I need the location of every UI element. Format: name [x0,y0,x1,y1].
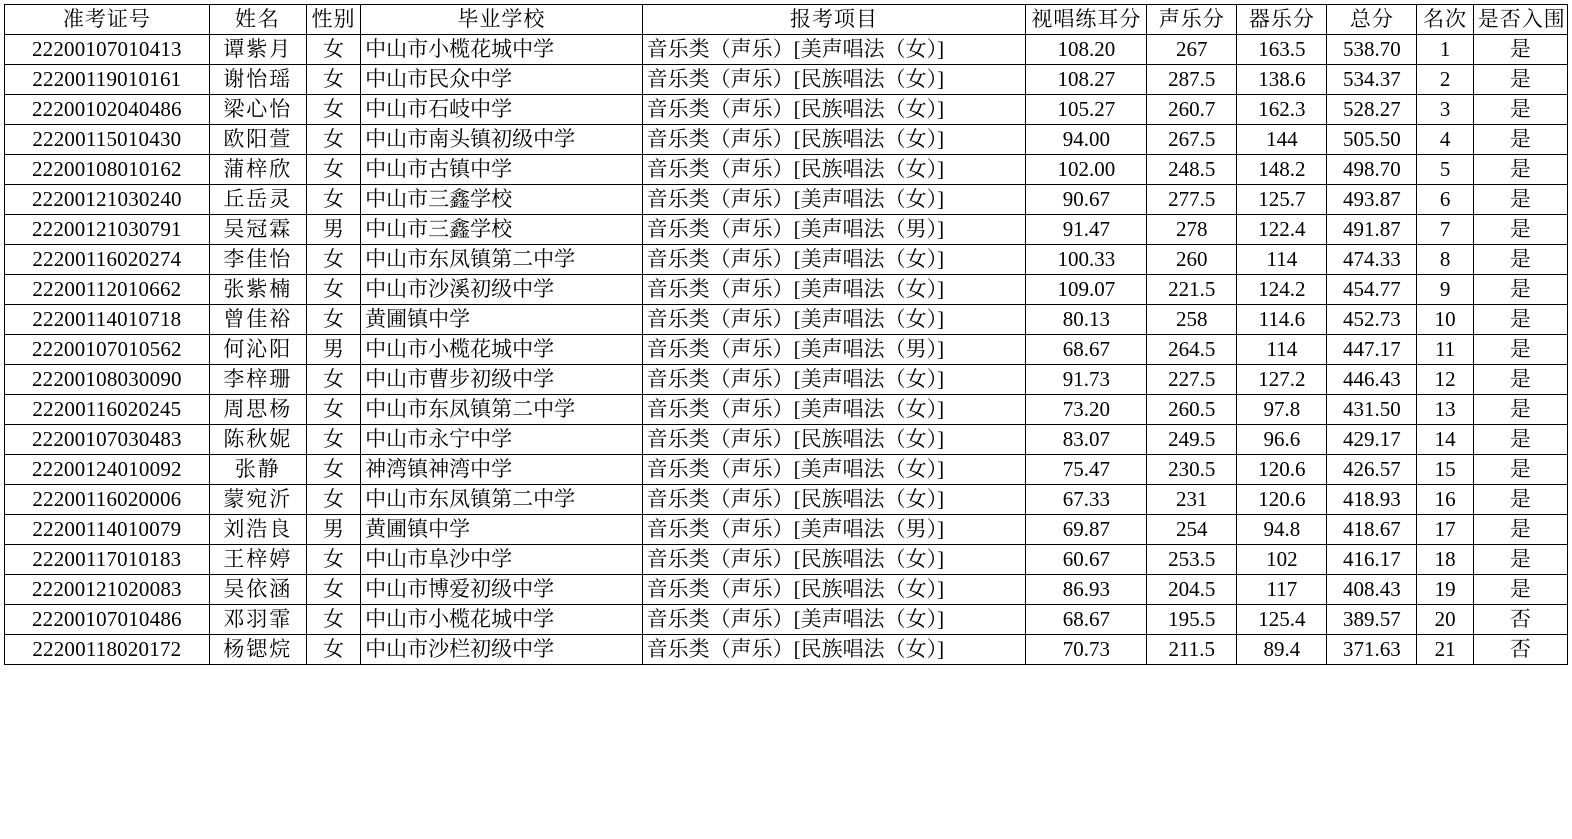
cell-project: 音乐类（声乐）[民族唱法（女）] [642,635,1026,665]
column-header-instrument: 器乐分 [1237,5,1327,35]
cell-school: 中山市永宁中学 [361,425,642,455]
cell-rank: 16 [1417,485,1473,515]
cell-admitted: 否 [1473,605,1567,635]
cell-admitted: 是 [1473,185,1567,215]
table-row [5,545,1568,575]
cell-total: 454.77 [1327,275,1417,305]
cell-ear-training: 73.20 [1026,395,1147,425]
cell-id: 22200107030483 [5,425,210,455]
cell-ear-training: 75.47 [1026,455,1147,485]
cell-admitted: 是 [1473,515,1567,545]
cell-total: 426.57 [1327,455,1417,485]
cell-instrument: 163.5 [1237,35,1327,65]
cell-admitted: 是 [1473,305,1567,335]
table-row [5,305,1568,335]
cell-name: 张静 [209,455,306,485]
cell-rank: 2 [1417,65,1473,95]
cell-instrument: 89.4 [1237,635,1327,665]
cell-instrument: 127.2 [1237,365,1327,395]
column-header-name: 姓名 [209,5,306,35]
cell-id: 22200107010413 [5,35,210,65]
cell-ear-training: 102.00 [1026,155,1147,185]
table-row [5,125,1568,155]
cell-school: 中山市小榄花城中学 [361,335,642,365]
cell-admitted: 是 [1473,335,1567,365]
cell-name: 曾佳裕 [209,305,306,335]
cell-ear-training: 68.67 [1026,335,1147,365]
cell-school: 中山市三鑫学校 [361,185,642,215]
cell-school: 中山市古镇中学 [361,155,642,185]
cell-name: 蒲梓欣 [209,155,306,185]
cell-ear-training: 86.93 [1026,575,1147,605]
cell-admitted: 是 [1473,95,1567,125]
cell-total: 474.33 [1327,245,1417,275]
cell-vocal: 260 [1147,245,1237,275]
cell-id: 22200121030240 [5,185,210,215]
cell-instrument: 102 [1237,545,1327,575]
cell-instrument: 125.4 [1237,605,1327,635]
cell-vocal: 195.5 [1147,605,1237,635]
cell-sex: 女 [306,155,360,185]
cell-admitted: 是 [1473,575,1567,605]
cell-id: 22200107010562 [5,335,210,365]
cell-id: 22200115010430 [5,125,210,155]
cell-vocal: 204.5 [1147,575,1237,605]
table-row [5,215,1568,245]
cell-sex: 女 [306,65,360,95]
cell-sex: 女 [306,635,360,665]
cell-sex: 女 [306,365,360,395]
column-header-vocal: 声乐分 [1147,5,1237,35]
cell-total: 538.70 [1327,35,1417,65]
cell-ear-training: 90.67 [1026,185,1147,215]
table-row [5,275,1568,305]
cell-total: 491.87 [1327,215,1417,245]
cell-admitted: 是 [1473,155,1567,185]
table-row [5,515,1568,545]
cell-school: 中山市沙栏初级中学 [361,635,642,665]
cell-rank: 12 [1417,365,1473,395]
table-row [5,485,1568,515]
cell-name: 刘浩良 [209,515,306,545]
cell-id: 22200114010718 [5,305,210,335]
cell-instrument: 124.2 [1237,275,1327,305]
cell-instrument: 114.6 [1237,305,1327,335]
cell-instrument: 148.2 [1237,155,1327,185]
cell-total: 447.17 [1327,335,1417,365]
cell-sex: 女 [306,95,360,125]
cell-sex: 女 [306,425,360,455]
cell-vocal: 260.5 [1147,395,1237,425]
cell-instrument: 125.7 [1237,185,1327,215]
cell-vocal: 227.5 [1147,365,1237,395]
cell-instrument: 162.3 [1237,95,1327,125]
cell-rank: 10 [1417,305,1473,335]
column-header-project: 报考项目 [642,5,1026,35]
cell-vocal: 248.5 [1147,155,1237,185]
cell-total: 498.70 [1327,155,1417,185]
cell-ear-training: 108.20 [1026,35,1147,65]
table-row [5,245,1568,275]
cell-total: 408.43 [1327,575,1417,605]
column-header-admitted: 是否入围 [1473,5,1567,35]
table-row [5,605,1568,635]
cell-sex: 女 [306,395,360,425]
cell-school: 中山市东凤镇第二中学 [361,245,642,275]
column-header-ear-training: 视唱练耳分 [1026,5,1147,35]
cell-school: 中山市石岐中学 [361,95,642,125]
cell-total: 431.50 [1327,395,1417,425]
cell-id: 22200114010079 [5,515,210,545]
cell-sex: 女 [306,575,360,605]
table-row [5,95,1568,125]
cell-vocal: 264.5 [1147,335,1237,365]
cell-ear-training: 70.73 [1026,635,1147,665]
cell-admitted: 否 [1473,635,1567,665]
cell-name: 张紫楠 [209,275,306,305]
cell-vocal: 267.5 [1147,125,1237,155]
cell-rank: 15 [1417,455,1473,485]
cell-vocal: 258 [1147,305,1237,335]
cell-admitted: 是 [1473,215,1567,245]
cell-instrument: 120.6 [1237,485,1327,515]
cell-project: 音乐类（声乐）[民族唱法（女）] [642,65,1026,95]
cell-total: 429.17 [1327,425,1417,455]
cell-total: 418.93 [1327,485,1417,515]
cell-admitted: 是 [1473,425,1567,455]
cell-sex: 女 [306,275,360,305]
cell-total: 446.43 [1327,365,1417,395]
cell-rank: 4 [1417,125,1473,155]
cell-school: 黄圃镇中学 [361,305,642,335]
table-row [5,155,1568,185]
table-row [5,575,1568,605]
cell-name: 丘岳灵 [209,185,306,215]
cell-school: 中山市民众中学 [361,65,642,95]
cell-ear-training: 108.27 [1026,65,1147,95]
cell-vocal: 278 [1147,215,1237,245]
cell-project: 音乐类（声乐）[美声唱法（男）] [642,515,1026,545]
cell-id: 22200108010162 [5,155,210,185]
cell-ear-training: 83.07 [1026,425,1147,455]
cell-vocal: 254 [1147,515,1237,545]
cell-vocal: 267 [1147,35,1237,65]
cell-sex: 女 [306,545,360,575]
cell-sex: 女 [306,305,360,335]
table-row [5,335,1568,365]
cell-ear-training: 94.00 [1026,125,1147,155]
cell-instrument: 114 [1237,335,1327,365]
cell-admitted: 是 [1473,365,1567,395]
table-row [5,65,1568,95]
cell-project: 音乐类（声乐）[美声唱法（女）] [642,275,1026,305]
cell-name: 谢怡瑶 [209,65,306,95]
cell-sex: 女 [306,245,360,275]
cell-total: 528.27 [1327,95,1417,125]
cell-project: 音乐类（声乐）[民族唱法（女）] [642,545,1026,575]
cell-school: 中山市博爱初级中学 [361,575,642,605]
cell-vocal: 253.5 [1147,545,1237,575]
cell-school: 中山市东凤镇第二中学 [361,485,642,515]
cell-sex: 女 [306,185,360,215]
cell-admitted: 是 [1473,245,1567,275]
cell-instrument: 122.4 [1237,215,1327,245]
cell-project: 音乐类（声乐）[民族唱法（女）] [642,155,1026,185]
cell-admitted: 是 [1473,485,1567,515]
cell-name: 邓羽霏 [209,605,306,635]
cell-school: 中山市南头镇初级中学 [361,125,642,155]
cell-name: 李佳怡 [209,245,306,275]
cell-name: 周思杨 [209,395,306,425]
cell-admitted: 是 [1473,275,1567,305]
cell-school: 中山市阜沙中学 [361,545,642,575]
table-row [5,425,1568,455]
cell-project: 音乐类（声乐）[民族唱法（女）] [642,425,1026,455]
cell-vocal: 287.5 [1147,65,1237,95]
cell-project: 音乐类（声乐）[美声唱法（男）] [642,215,1026,245]
cell-name: 陈秋妮 [209,425,306,455]
header-row [5,5,1568,35]
cell-school: 黄圃镇中学 [361,515,642,545]
cell-id: 22200107010486 [5,605,210,635]
cell-name: 谭紫月 [209,35,306,65]
table-row [5,35,1568,65]
cell-id: 22200116020274 [5,245,210,275]
cell-project: 音乐类（声乐）[美声唱法（女）] [642,35,1026,65]
cell-ear-training: 80.13 [1026,305,1147,335]
cell-total: 534.37 [1327,65,1417,95]
cell-school: 中山市三鑫学校 [361,215,642,245]
cell-sex: 女 [306,485,360,515]
cell-id: 22200121020083 [5,575,210,605]
cell-project: 音乐类（声乐）[美声唱法（女）] [642,395,1026,425]
cell-school: 中山市小榄花城中学 [361,605,642,635]
cell-rank: 5 [1417,155,1473,185]
column-header-sex: 性别 [306,5,360,35]
table-row [5,365,1568,395]
cell-total: 418.67 [1327,515,1417,545]
cell-total: 505.50 [1327,125,1417,155]
cell-name: 梁心怡 [209,95,306,125]
cell-ear-training: 100.33 [1026,245,1147,275]
table-row [5,635,1568,665]
cell-school: 中山市沙溪初级中学 [361,275,642,305]
cell-project: 音乐类（声乐）[美声唱法（女）] [642,455,1026,485]
cell-rank: 19 [1417,575,1473,605]
cell-instrument: 94.8 [1237,515,1327,545]
cell-vocal: 260.7 [1147,95,1237,125]
table-row [5,455,1568,485]
cell-admitted: 是 [1473,455,1567,485]
cell-name: 杨锶烷 [209,635,306,665]
cell-vocal: 231 [1147,485,1237,515]
cell-ear-training: 91.73 [1026,365,1147,395]
cell-ear-training: 69.87 [1026,515,1147,545]
cell-name: 欧阳萱 [209,125,306,155]
cell-vocal: 277.5 [1147,185,1237,215]
cell-sex: 女 [306,605,360,635]
cell-id: 22200119010161 [5,65,210,95]
table-body [5,35,1568,665]
cell-instrument: 117 [1237,575,1327,605]
column-header-total: 总分 [1327,5,1417,35]
cell-sex: 男 [306,215,360,245]
cell-project: 音乐类（声乐）[美声唱法（女）] [642,185,1026,215]
cell-instrument: 114 [1237,245,1327,275]
cell-admitted: 是 [1473,65,1567,95]
cell-instrument: 138.6 [1237,65,1327,95]
column-header-id: 准考证号 [5,5,210,35]
cell-rank: 1 [1417,35,1473,65]
cell-name: 吴冠霖 [209,215,306,245]
cell-school: 神湾镇神湾中学 [361,455,642,485]
cell-project: 音乐类（声乐）[美声唱法（女）] [642,305,1026,335]
cell-rank: 17 [1417,515,1473,545]
cell-project: 音乐类（声乐）[美声唱法（男）] [642,335,1026,365]
cell-project: 音乐类（声乐）[美声唱法（女）] [642,245,1026,275]
cell-sex: 男 [306,515,360,545]
cell-vocal: 211.5 [1147,635,1237,665]
cell-total: 371.63 [1327,635,1417,665]
cell-sex: 女 [306,35,360,65]
cell-rank: 11 [1417,335,1473,365]
cell-sex: 女 [306,125,360,155]
cell-rank: 14 [1417,425,1473,455]
cell-project: 音乐类（声乐）[民族唱法（女）] [642,125,1026,155]
cell-project: 音乐类（声乐）[美声唱法（女）] [642,605,1026,635]
cell-rank: 13 [1417,395,1473,425]
cell-total: 416.17 [1327,545,1417,575]
admission-score-table [4,4,1568,665]
cell-name: 吴依涵 [209,575,306,605]
cell-total: 452.73 [1327,305,1417,335]
cell-instrument: 144 [1237,125,1327,155]
cell-vocal: 249.5 [1147,425,1237,455]
cell-name: 王梓婷 [209,545,306,575]
cell-name: 何沁阳 [209,335,306,365]
cell-project: 音乐类（声乐）[民族唱法（女）] [642,485,1026,515]
cell-rank: 9 [1417,275,1473,305]
cell-school: 中山市东凤镇第二中学 [361,395,642,425]
column-header-rank: 名次 [1417,5,1473,35]
cell-admitted: 是 [1473,545,1567,575]
cell-vocal: 221.5 [1147,275,1237,305]
cell-rank: 18 [1417,545,1473,575]
cell-name: 蒙宛沂 [209,485,306,515]
cell-rank: 21 [1417,635,1473,665]
cell-rank: 6 [1417,185,1473,215]
cell-ear-training: 109.07 [1026,275,1147,305]
cell-id: 22200102040486 [5,95,210,125]
cell-id: 22200116020245 [5,395,210,425]
table-row [5,395,1568,425]
cell-ear-training: 68.67 [1026,605,1147,635]
cell-id: 22200112010662 [5,275,210,305]
cell-id: 22200117010183 [5,545,210,575]
cell-admitted: 是 [1473,395,1567,425]
cell-total: 389.57 [1327,605,1417,635]
cell-project: 音乐类（声乐）[民族唱法（女）] [642,575,1026,605]
cell-name: 李梓珊 [209,365,306,395]
cell-admitted: 是 [1473,125,1567,155]
cell-rank: 8 [1417,245,1473,275]
cell-sex: 男 [306,335,360,365]
cell-instrument: 120.6 [1237,455,1327,485]
cell-project: 音乐类（声乐）[民族唱法（女）] [642,95,1026,125]
cell-id: 22200116020006 [5,485,210,515]
cell-ear-training: 91.47 [1026,215,1147,245]
cell-ear-training: 60.67 [1026,545,1147,575]
column-header-school: 毕业学校 [361,5,642,35]
table-row [5,185,1568,215]
cell-admitted: 是 [1473,35,1567,65]
cell-school: 中山市曹步初级中学 [361,365,642,395]
cell-ear-training: 67.33 [1026,485,1147,515]
cell-id: 22200124010092 [5,455,210,485]
cell-school: 中山市小榄花城中学 [361,35,642,65]
cell-rank: 20 [1417,605,1473,635]
cell-instrument: 97.8 [1237,395,1327,425]
cell-rank: 7 [1417,215,1473,245]
cell-sex: 女 [306,455,360,485]
table-header [5,5,1568,35]
cell-id: 22200121030791 [5,215,210,245]
cell-rank: 3 [1417,95,1473,125]
cell-vocal: 230.5 [1147,455,1237,485]
cell-id: 22200118020172 [5,635,210,665]
cell-id: 22200108030090 [5,365,210,395]
cell-instrument: 96.6 [1237,425,1327,455]
cell-ear-training: 105.27 [1026,95,1147,125]
cell-project: 音乐类（声乐）[美声唱法（女）] [642,365,1026,395]
cell-total: 493.87 [1327,185,1417,215]
